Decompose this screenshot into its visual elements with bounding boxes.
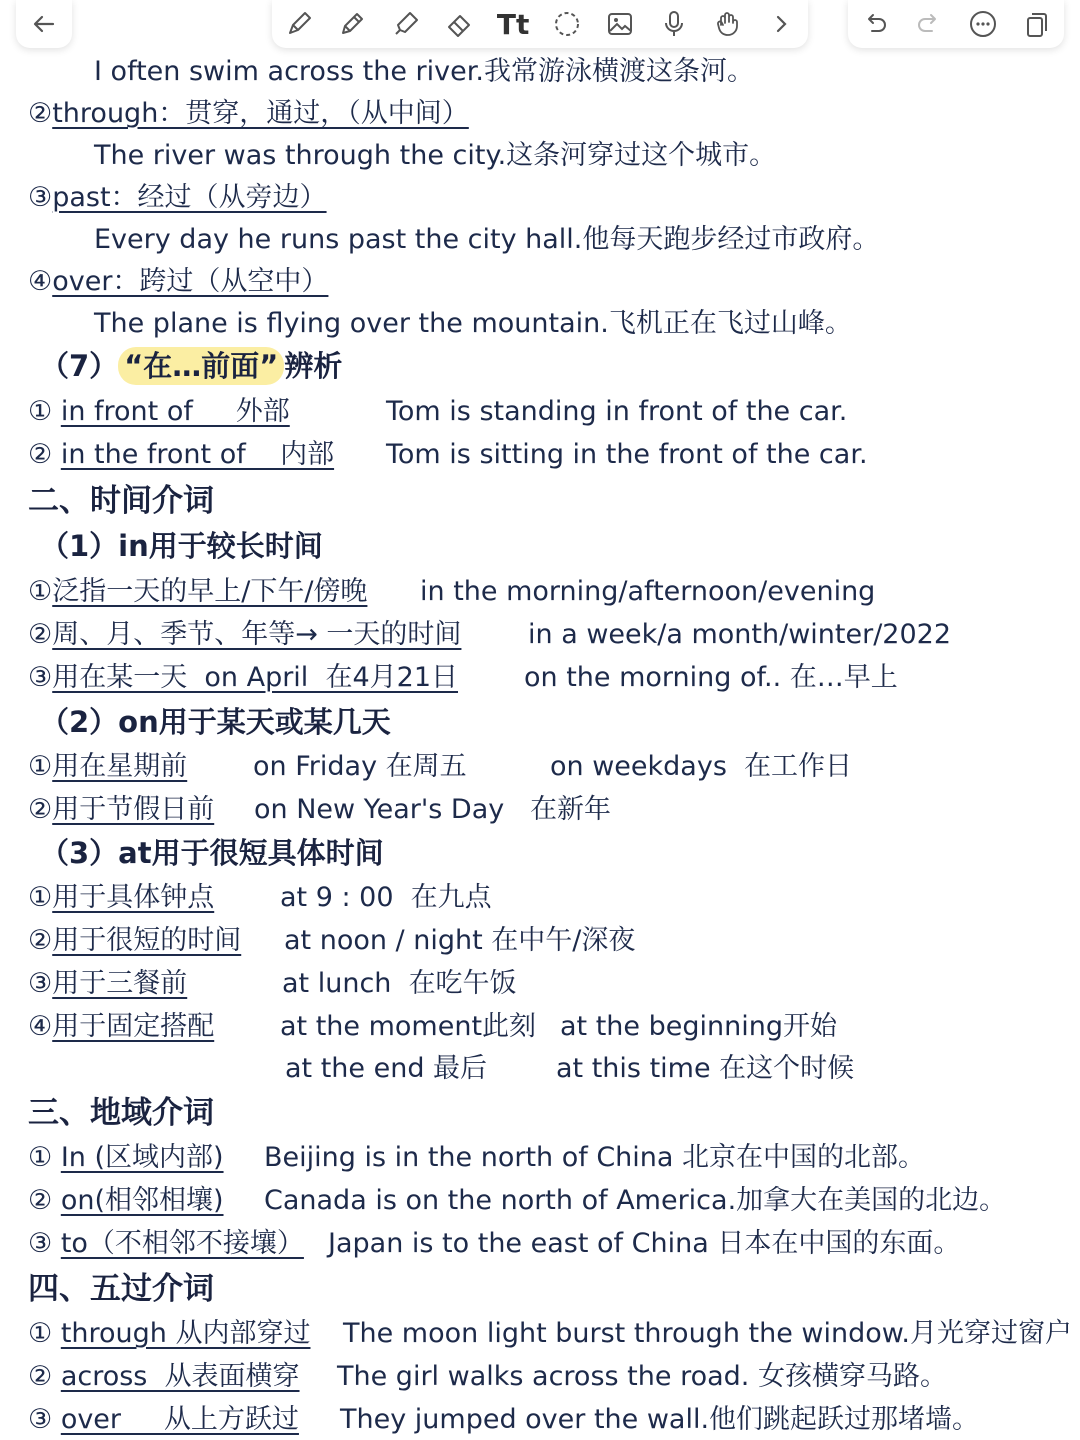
item-heading: 周、月、季节、年等→ 一天的时间 xyxy=(52,619,462,650)
example-text: in the morning/afternoon/evening xyxy=(420,576,876,607)
item-heading: in front of 外部 xyxy=(60,396,290,427)
item-number: ① xyxy=(28,751,53,782)
example-sentence xyxy=(284,927,635,954)
example-text: The girl walks across the road. 女孩横穿马路。 xyxy=(337,1361,947,1392)
item-number: ② xyxy=(28,619,53,650)
item-number: ② xyxy=(28,925,53,956)
section-title: （2）on用于某天或某几天 xyxy=(40,705,391,739)
example-text: They jumped over the wall.他们跳起跃过那堵墙。 xyxy=(340,1404,980,1435)
example-text: The plane is flying over the mountain.飞机正在飞过山峰。 xyxy=(94,308,852,339)
example-text: at lunch 在吃午饭 xyxy=(282,968,517,999)
highlighted-phrase: “在…前面” xyxy=(118,347,284,385)
example-sentence xyxy=(340,1406,979,1433)
example-sentence xyxy=(528,621,951,648)
item-heading: in the front of 内部 xyxy=(60,439,335,470)
list-item xyxy=(28,268,328,295)
item-number: ④ xyxy=(28,266,53,297)
example-text: at the moment此刻 xyxy=(280,1011,537,1042)
section-heading xyxy=(40,349,343,383)
list-item xyxy=(28,1187,224,1214)
example-sentence xyxy=(264,1144,925,1171)
item-number: ③ xyxy=(28,1228,53,1259)
item-heading: 用在星期前 xyxy=(52,751,188,782)
list-item xyxy=(28,753,187,780)
example-sentence xyxy=(280,884,492,911)
item-heading: 用于固定搭配 xyxy=(52,1011,215,1042)
list-item xyxy=(28,184,327,211)
section-heading xyxy=(40,529,323,563)
item-number: ③ xyxy=(28,1404,53,1435)
item-heading: 用在某一天 on April 在4月21日 xyxy=(52,662,459,693)
item-heading: on(相邻相壤) xyxy=(60,1185,224,1216)
list-item xyxy=(28,1013,214,1040)
example-text: at this time 在这个时候 xyxy=(556,1053,855,1084)
example-sentence xyxy=(94,142,776,169)
item-number: ② xyxy=(28,439,53,470)
list-item xyxy=(28,664,458,691)
example-text: The moon light burst through the window.月光穿过窗户 xyxy=(343,1318,1072,1349)
example-sentence xyxy=(253,753,467,780)
item-number: ① xyxy=(28,576,53,607)
list-item xyxy=(28,884,214,911)
item-heading: across 从表面横穿 xyxy=(60,1361,300,1392)
example-sentence xyxy=(550,753,852,780)
item-number: ① xyxy=(28,1318,53,1349)
example-sentence xyxy=(282,970,517,997)
example-sentence xyxy=(560,1013,837,1040)
chapter-heading xyxy=(28,1095,214,1131)
list-item xyxy=(28,927,241,954)
list-item xyxy=(28,970,187,997)
chapter-title: 二、时间介词 xyxy=(28,483,214,519)
heading-prefix: （7） xyxy=(40,349,119,383)
item-number: ① xyxy=(28,1142,53,1173)
example-sentence xyxy=(343,1320,1072,1347)
example-text: Canada is on the north of America.加拿大在美国的北边。 xyxy=(264,1185,1007,1216)
item-heading: 用于很短的时间 xyxy=(52,925,242,956)
list-item xyxy=(28,796,214,823)
example-sentence xyxy=(285,1055,487,1082)
item-heading: 用于三餐前 xyxy=(52,968,188,999)
section-heading xyxy=(40,836,384,870)
section-title: （3）at用于很短具体时间 xyxy=(40,836,384,870)
example-sentence xyxy=(280,1013,536,1040)
list-item xyxy=(28,398,290,425)
item-heading: through：贯穿，通过，（从中间） xyxy=(52,98,469,129)
list-item xyxy=(28,621,461,648)
example-text: on New Year's Day 在新年 xyxy=(254,794,611,825)
list-item xyxy=(28,1363,300,1390)
list-item xyxy=(28,1144,224,1171)
example-text: The river was through the city.这条河穿过这个城市。 xyxy=(94,140,777,171)
example-sentence xyxy=(524,664,898,691)
chapter-heading xyxy=(28,483,214,519)
item-number: ③ xyxy=(28,968,53,999)
item-heading: through 从内部穿过 xyxy=(60,1318,311,1349)
item-number: ③ xyxy=(28,662,53,693)
list-item xyxy=(28,100,469,127)
chapter-heading xyxy=(28,1271,214,1307)
example-text: at noon / night 在中午/深夜 xyxy=(284,925,636,956)
example-sentence xyxy=(386,398,847,425)
section-heading xyxy=(40,705,391,739)
example-text: at the beginning开始 xyxy=(560,1011,837,1042)
example-sentence xyxy=(420,578,875,605)
example-text: Every day he runs past the city hall.他每天跑步经过市政府。 xyxy=(94,224,880,255)
item-number: ① xyxy=(28,882,53,913)
example-text: on the morning of.. 在…早上 xyxy=(524,662,898,693)
example-text: on Friday 在周五 xyxy=(253,751,467,782)
item-heading: to（不相邻不接壤） xyxy=(60,1228,304,1259)
item-heading: 用于节假日前 xyxy=(52,794,215,825)
example-text: on weekdays 在工作日 xyxy=(550,751,853,782)
example-sentence xyxy=(264,1187,1006,1214)
example-sentence xyxy=(386,441,868,468)
list-item xyxy=(28,1406,299,1433)
list-item xyxy=(28,578,367,605)
section-title: （1）in用于较长时间 xyxy=(40,529,323,563)
list-item xyxy=(28,1230,304,1257)
item-heading: over：跨过（从空中） xyxy=(52,266,329,297)
example-sentence xyxy=(94,58,754,85)
example-sentence xyxy=(328,1230,960,1257)
item-number: ③ xyxy=(28,182,53,213)
item-heading: 泛指一天的早上/下午/傍晚 xyxy=(52,576,368,607)
example-text: I often swim across the river.我常游泳横渡这条河。 xyxy=(94,56,754,87)
example-text: Tom is sitting in the front of the car. xyxy=(386,439,868,470)
item-number: ② xyxy=(28,1361,53,1392)
example-text: Japan is to the east of China 日本在中国的东面。 xyxy=(328,1228,961,1259)
example-sentence xyxy=(94,310,852,337)
item-number: ④ xyxy=(28,1011,53,1042)
example-sentence xyxy=(556,1055,854,1082)
item-heading: past：经过（从旁边） xyxy=(52,182,327,213)
example-text: at the end 最后 xyxy=(285,1053,488,1084)
example-text: at 9 : 00 在九点 xyxy=(280,882,492,913)
heading-suffix: 辨析 xyxy=(284,349,343,383)
example-text: in a week/a month/winter/2022 xyxy=(528,619,952,650)
item-heading: 用于具体钟点 xyxy=(52,882,215,913)
item-heading: over 从上方跃过 xyxy=(60,1404,299,1435)
chapter-title: 三、地域介词 xyxy=(28,1095,214,1131)
example-text: Beijing is in the north of China 北京在中国的北部。 xyxy=(264,1142,926,1173)
chapter-title: 四、五过介词 xyxy=(28,1271,214,1307)
example-sentence xyxy=(254,796,611,823)
text-tool-label: Tt xyxy=(496,7,530,41)
item-number: ① xyxy=(28,396,53,427)
item-number: ② xyxy=(28,1185,53,1216)
item-number: ② xyxy=(28,98,53,129)
example-sentence xyxy=(337,1363,947,1390)
item-heading: In (区域内部) xyxy=(60,1142,224,1173)
example-text: Tom is standing in front of the car. xyxy=(386,396,848,427)
example-sentence xyxy=(94,226,879,253)
list-item xyxy=(28,441,334,468)
item-number: ② xyxy=(28,794,53,825)
list-item xyxy=(28,1320,310,1347)
